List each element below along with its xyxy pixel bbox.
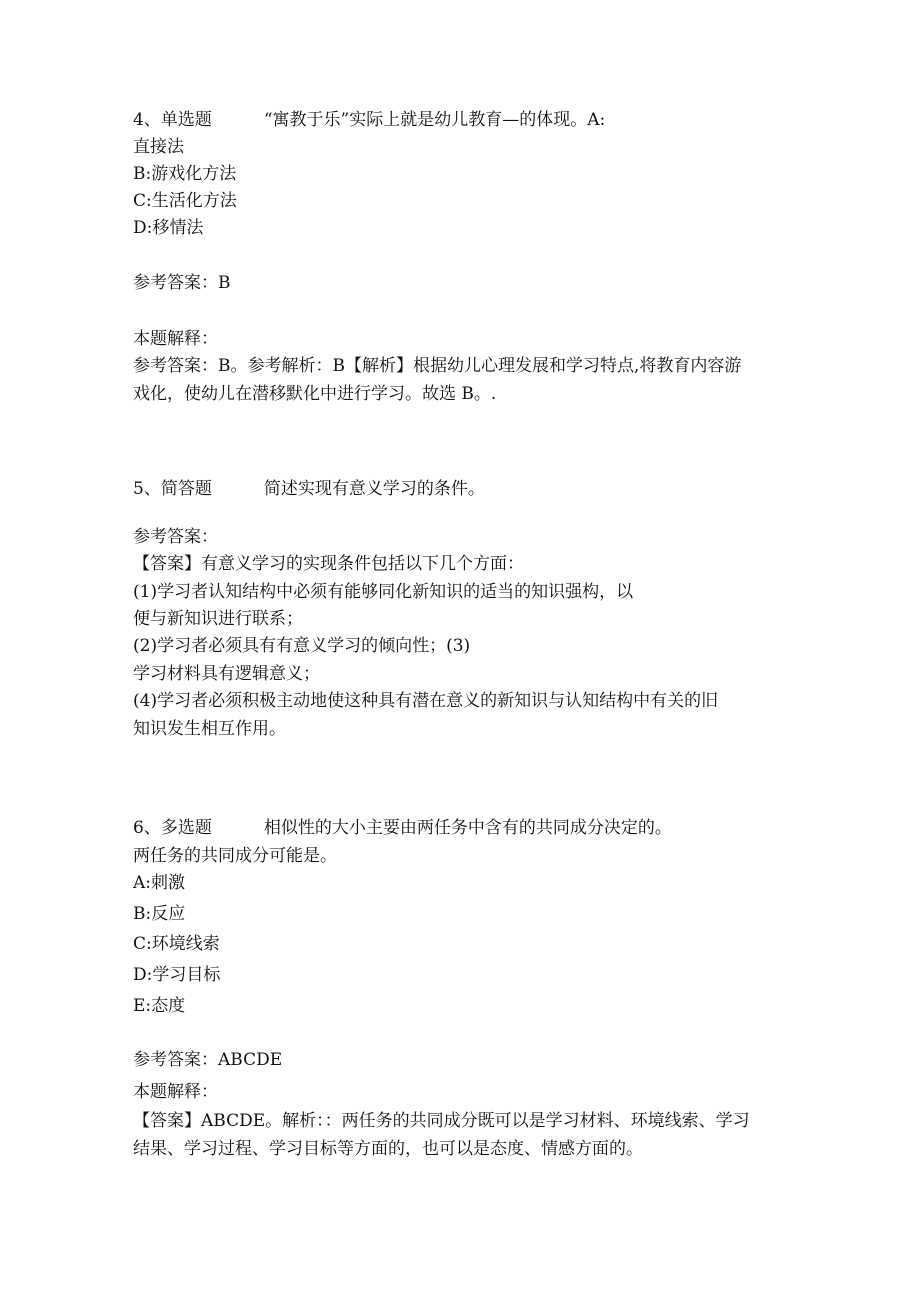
q6-explain-line-1: 【答案】ABCDE。解析：：两任务的共同成分既可以是学习材料、环境线索、学习 xyxy=(133,1111,750,1131)
q5-answer-label: 参考答案： xyxy=(133,527,218,547)
q5-answer-line-1: 【答案】有意义学习的实现条件包括以下几个方面： xyxy=(133,554,524,574)
q5-answer-line-7: 知识发生相互作用。 xyxy=(133,719,286,739)
q5-answer-line-6: (4)学习者必须积极主动地使这种具有潜在意义的新知识与认知结构中有关的旧 xyxy=(133,691,719,711)
q4-option-d: D:移情法 xyxy=(133,218,204,238)
q5-answer-line-3: 便与新知识进行联系； xyxy=(133,609,303,629)
q6-option-a: A:刺激 xyxy=(133,873,186,893)
q6-answer: 参考答案：ABCDE xyxy=(133,1050,283,1070)
q4-explain-line-2: 戏化，使幼儿在潜移默化中进行学习。故选 B。. xyxy=(133,384,497,404)
q6-stem-cont: 两任务的共同成分可能是。 xyxy=(133,846,337,866)
q4-explain-line-1: 参考答案：B。参考解析：B【解析】根据幼儿心理发展和学习特点,将教育内容游 xyxy=(133,356,742,376)
q6-explain-label: 本题解释： xyxy=(133,1082,218,1102)
q5-answer-line-2: (1)学习者认知结构中必须有能够同化新知识的适当的知识强构，以 xyxy=(133,582,634,602)
q6-option-d: D:学习目标 xyxy=(133,965,221,985)
q6-option-e: E:态度 xyxy=(133,996,186,1016)
q4-option-c: C:生活化方法 xyxy=(133,191,237,211)
q6-option-b: B:反应 xyxy=(133,904,186,924)
q6-explain-line-2: 结果、学习过程、学习目标等方面的，也可以是态度、情感方面的。 xyxy=(133,1139,643,1159)
q5-answer-line-5: 学习材料具有逻辑意义； xyxy=(133,664,320,684)
q4-stem: “寓教于乐”实际上就是幼儿教育—的体现。A: xyxy=(263,110,606,130)
q5-answer-line-4: (2)学习者必须具有有意义学习的倾向性；(3) xyxy=(133,636,471,656)
q4-header xyxy=(133,110,605,130)
q4-option-a-cont: 直接法 xyxy=(133,137,184,157)
q4-explain-label: 本题解释： xyxy=(133,329,218,349)
q6-header xyxy=(133,818,672,838)
q6-stem: 相似性的大小主要由两任务中含有的共同成分决定的。 xyxy=(263,818,672,838)
q5-number: 5、简答题 xyxy=(133,479,212,499)
q4-number: 4、单选题 xyxy=(133,110,212,130)
q5-header xyxy=(133,479,485,499)
q6-number: 6、多选题 xyxy=(133,818,212,838)
q5-stem: 简述实现有意义学习的条件。 xyxy=(263,479,485,499)
q4-option-b: B:游戏化方法 xyxy=(133,164,237,184)
q6-option-c: C:环境线索 xyxy=(133,934,220,954)
q4-answer: 参考答案：B xyxy=(133,273,231,293)
